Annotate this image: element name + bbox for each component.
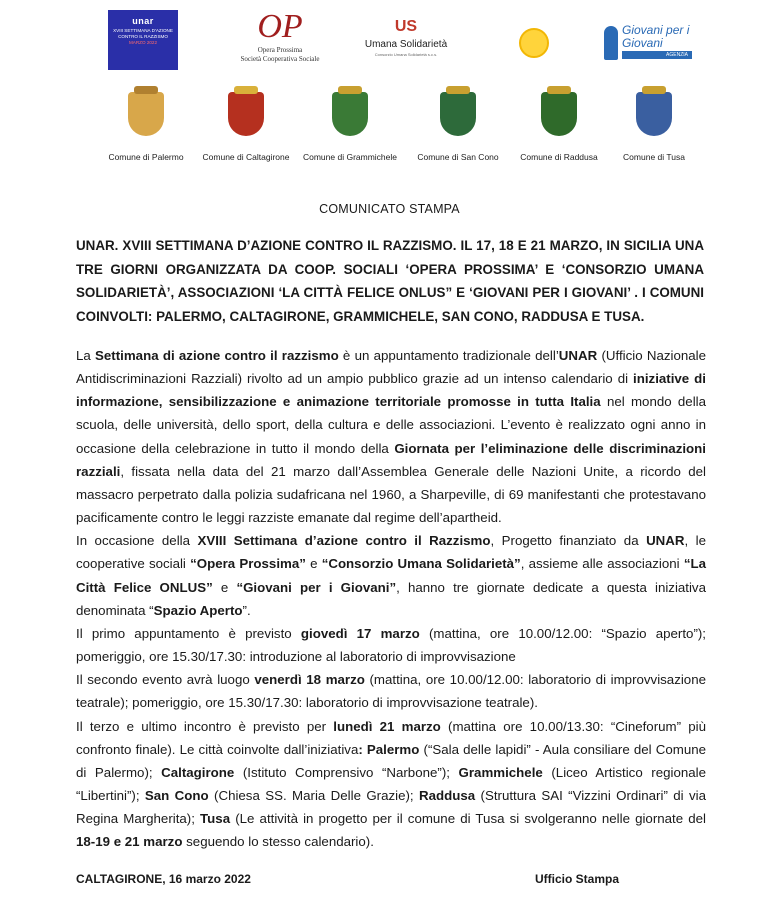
crest-label: Comune di San Cono: [417, 152, 499, 162]
crest-label: Comune di Tusa: [623, 152, 685, 162]
crest-label: Comune di Raddusa: [520, 152, 598, 162]
crest-raddusa: [509, 92, 609, 162]
paragraph-second-event: Il secondo evento avrà luogo venerdì 18 marzo (mattina, ore 10.00/12.00: laboratorio di improvvisazione teatrale); pomeriggio, ore 15.30/17.30: laboratorio di improvvisazione teatrale).: [76, 672, 706, 711]
paragraph-third-event: Il terzo e ultimo incontro è previsto per lunedì 21 marzo (mattina ore 10.00/13.30: “Cineforum” più confronto finale). Le città coinvolte dall’iniziativa: Palermo (“Sala delle lapidi” - Aula consiliare del Comune di Palermo); Caltagirone (Istituto Comprensivo “Narbone”); Grammichele (Liceo Artistico regionale “Libertini”); San Cono (Chiesa SS. Maria Delle Grazie); Raddusa (Struttura SAI “Vizzini Ordinari” di via Regina Margherita); Tusa (Le attività in progetto per il comune di Tusa si svolgeranno nelle giornate del 18-19 e 21 marzo seguendo lo stesso calendario).: [76, 718, 707, 850]
document-body: [76, 344, 706, 853]
press-office: Ufficio Stampa: [535, 872, 620, 886]
partner-logos: [100, 6, 700, 76]
crest-label: Comune di Caltagirone: [202, 152, 290, 162]
crest-grammichele: [300, 92, 400, 162]
unar-brand: unar: [132, 16, 154, 26]
opera-prossima-name: Opera Prossima: [257, 46, 303, 54]
person-icon: [604, 26, 618, 60]
crest-caltagirone: [196, 92, 296, 162]
grammichele-crest-icon: [332, 92, 368, 136]
unar-line2: CONTRO IL RAZZISMO: [118, 34, 168, 39]
paragraph-intro: La Settimana di azione contro il razzismo è un appuntamento tradizionale dell’UNAR (Ufficio Nazionale Antidiscriminazioni Razziali) rivolto ad un ampio pubblico grazie ad un intenso calendario di iniziative di informazione, sensibilizzazione e animazione territoriale promosse in tutta Italia nel mondo della scuola, delle università, dello sport, della cultura e delle associazioni. L’evento è realizzato ogni anno in occasione della celebrazione in tutto il mondo della Giornata per l’eliminazione delle discriminazioni razziali, fissata nella data del 21 marzo dall’Assemblea Generale delle Nazioni Unite, a ricordo del massacro perpetrato dalla polizia sudafricana nel 1960, a Sharpeville, di 69 manifestanti che protestavano pacificamente contro le leggi razziste emanate dal regime dell’apartheid.: [76, 348, 707, 526]
unar-logo: [108, 10, 178, 70]
san-cono-crest-icon: [440, 92, 476, 136]
raddusa-crest-icon: [541, 92, 577, 136]
opera-prossima-subtitle: Società Cooperativa Sociale: [240, 55, 320, 63]
umana-subtitle: Consorzio Umana Solidarietà s.c.s.: [374, 52, 438, 57]
sun-icon: [519, 28, 549, 58]
giovani-name: Giovani per i Giovani: [622, 23, 690, 50]
crest-tusa: [604, 92, 704, 162]
unar-line3: MARZO 2022: [128, 40, 158, 45]
giovani-per-i-giovani-logo: [604, 20, 696, 68]
paragraph-project: In occasione della XVIII Settimana d’azione contro il Razzismo, Progetto finanziato da UNAR, le cooperative sociali “Opera Prossima” e “Consorzio Umana Solidarietà”, assieme alle associazioni “La Città Felice ONLUS” e “Giovani per i Giovani”, hanno tre giornate dedicate a questa iniziativa denominata “Spazio Aperto”.: [76, 533, 706, 618]
umana-name: Umana Solidarietà: [364, 39, 448, 50]
umana-solidarieta-logo: [346, 16, 466, 72]
paragraph-first-event: Il primo appuntamento è previsto giovedì 17 marzo (mattina, ore 10.00/12.00: “Spazio aperto”); pomeriggio, ore 15.30/17.30: introduzione al laboratorio di improvvisazione: [76, 625, 706, 665]
comuni-crests: [96, 92, 696, 172]
opera-prossima-mark: OP: [257, 8, 303, 45]
document-type: COMUNICATO STAMPA: [319, 202, 460, 216]
crest-label: Comune di Grammichele: [302, 152, 397, 162]
place-date: CALTAGIRONE, 16 marzo 2022: [76, 872, 251, 886]
tusa-crest-icon: [636, 92, 672, 136]
opera-prossima-logo: [220, 8, 340, 74]
unar-line1: XVIII SETTIMANA D'AZIONE: [113, 28, 173, 33]
crest-label: Comune di Palermo: [108, 152, 184, 162]
umana-mark: US: [394, 18, 418, 35]
giovani-subtitle: AGENZIA: [622, 51, 692, 59]
citta-felice-logo: [512, 22, 556, 66]
crest-san-cono: [408, 92, 508, 162]
crest-palermo: [96, 92, 196, 162]
headline: UNAR. XVIII SETTIMANA D’AZIONE CONTRO IL RAZZISMO. IL 17, 18 E 21 MARZO, IN SICILIA UNA TRE GIORNI ORGANIZZATA DA COOP. SOCIALI ‘OPERA PROSSIMA’ E ‘CONSORZIO UMANA SOLIDARIETÀ’, ASSOCIAZIONI ‘LA CITTÀ FELICE ONLUS” E ‘GIOVANI PER I GIOVANI’ . I COMUNI COINVOLTI: PALERMO, CALTAGIRONE, GRAMMICHELE, SAN CONO, RADDUSA E TUSA.: [76, 238, 704, 324]
caltagirone-crest-icon: [228, 92, 264, 136]
palermo-crest-icon: [128, 92, 164, 136]
